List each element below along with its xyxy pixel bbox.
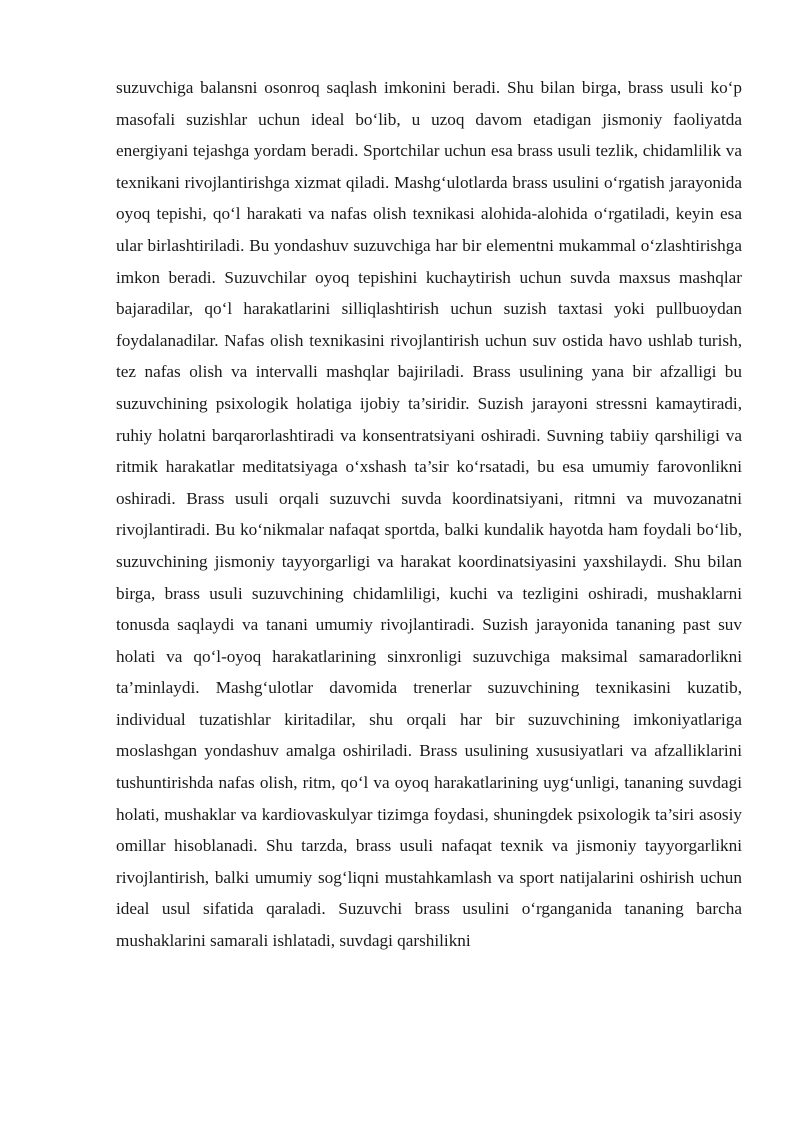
body-paragraph: suzuvchiga balansni osonroq saqlash imkonini beradi. Shu bilan birga, brass usuli ko‘p masofali suzishlar uchun ideal bo‘lib, u uzoq davom etadigan jismoniy faoliyatda energiyani tejashga yordam beradi. Sportchilar uchun esa brass usuli tezlik, chidamlilik va texnikani rivojlantirishga xizmat qiladi. Mashg‘ulotlarda brass usulini o‘rgatish jarayonida oyoq tepishi, qo‘l harakati va nafas olish texnikasi alohida-alohida o‘rgatiladi, keyin esa ular birlashtiriladi. Bu yondashuv suzuvchiga har bir elementni mukammal o‘zlashtirishga imkon beradi. Suzuvchilar oyoq tepishini kuchaytirish uchun suvda maxsus mashqlar bajaradilar, qo‘l harakatlarini silliqlashtirish uchun suzish taxtasi yoki pullbuoydan foydalanadilar. Nafas olish texnikasini rivojlantirish uchun suv ostida havo ushlab turish, tez nafas olish va intervalli mashqlar bajiriladi. Brass usulining yana bir afzalligi bu suzuvchining psixologik holatiga ijobiy ta’siridir. Suzish jarayoni stressni kamaytiradi, ruhiy holatni barqarorlashtiradi va konsentratsiyani oshiradi. Suvning tabiiy qarshiligi va ritmik harakatlar meditatsiyaga o‘xshash ta’sir ko‘rsatadi, bu esa umumiy farovonlikni oshiradi. Brass usuli orqali suzuvchi suvda koordinatsiyani, ritmni va muvozanatni rivojlantiradi. Bu ko‘nikmalar nafaqat sportda, balki kundalik hayotda ham foydali bo‘lib, suzuvchining jismoniy tayyorgarligi va harakat koordinatsiyasini yaxshilaydi. Shu bilan birga, brass usuli suzuvchining chidamliligi, kuchi va tezligini oshiradi, mushaklarni tonusda saqlaydi va tanani umumiy rivojlantiradi. Suzish jarayonida tananing past suv holati va qo‘l-oyoq harakatlarining sinxronligi suzuvchiga maksimal samaradorlikni ta’minlaydi. Mashg‘ulotlar davomida trenerlar suzuvchining texnikasini kuzatib, individual tuzatishlar kiritadilar, shu orqali har bir suzuvchining imkoniyatlariga moslashgan yondashuv amalga oshiriladi. Brass usulining xususiyatlari va afzalliklarini tushuntirishda nafas olish, ritm, qo‘l va oyoq harakatlarining uyg‘unligi, tananing suvdagi holati, mushaklar va kardiovaskulyar tizimga foydasi, shuningdek psixologik ta’siri asosiy omillar hisoblanadi. Shu tarzda, brass usuli nafaqat texnik va jismoniy tayyorgarlikni rivojlantirish, balki umumiy sog‘liqni mustahkamlash va sport natijalarini oshirish uchun ideal usul sifatida qaraladi. Suzuvchi brass usulini o‘rganganida tananing barcha mushaklarini samarali ishlatadi, suvdagi qarshilikni xyxy=(116,78,742,951)
document-page xyxy=(116,72,742,957)
